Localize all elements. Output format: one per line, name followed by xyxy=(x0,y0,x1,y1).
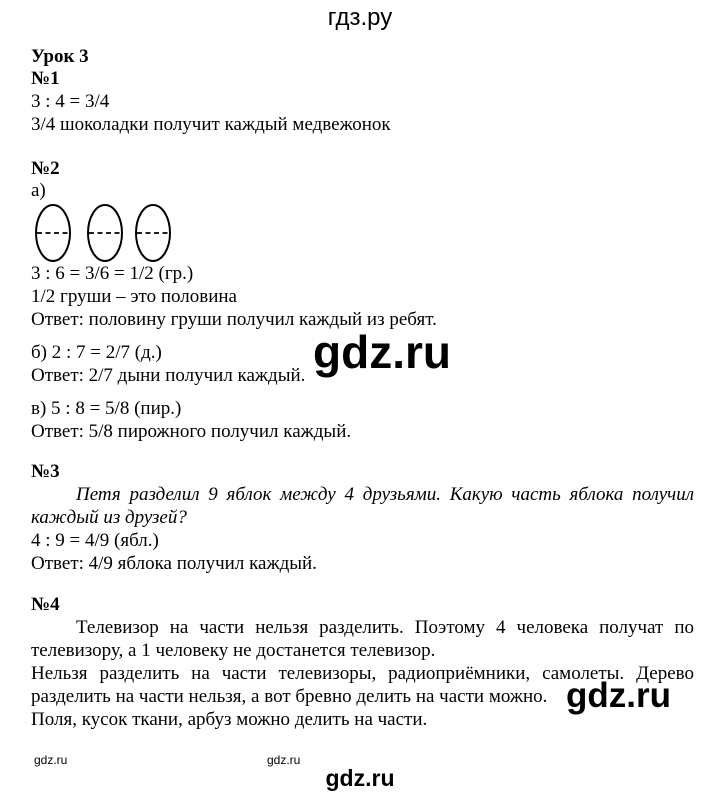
task-2-line-4: б) 2 : 7 = 2/7 (д.) xyxy=(31,342,162,363)
pear-oval-3 xyxy=(136,205,170,261)
task-2-part-a-label: а) xyxy=(31,180,46,201)
task-2-line-1: 3 : 6 = 3/6 = 1/2 (гр.) xyxy=(31,263,194,284)
task-3-question-line-1: Петя разделил 9 яблок между 4 друзьями. Какую часть яблока получил xyxy=(76,484,694,505)
task-2-line-6: в) 5 : 8 = 5/8 (пир.) xyxy=(31,398,182,419)
watermark-large-right: gdz.ru xyxy=(566,676,671,715)
task-4-para-2-line-1: Нельзя разделить на части телевизоры, радиоприёмники, самолеты. Дерево xyxy=(31,663,694,684)
task-1-line-2: 3/4 шоколадки получит каждый медвежонок xyxy=(31,114,391,135)
site-header: гдз.ру xyxy=(327,4,393,31)
task-3-heading: №3 xyxy=(31,461,60,482)
task-2-line-2: 1/2 груши – это половина xyxy=(31,286,237,307)
task-2-line-7: Ответ: 5/8 пирожного получил каждый. xyxy=(31,421,352,442)
pear-oval-1 xyxy=(36,205,70,261)
task-4-para-2-line-2: разделить на части нельзя, а вот бревно делить на части можно. xyxy=(31,686,548,707)
task-2-line-3: Ответ: половину груши получил каждый из ребят. xyxy=(31,309,437,330)
task-3-line-1: 4 : 9 = 4/9 (ябл.) xyxy=(31,530,159,551)
task-4-para-1-line-1: Телевизор на части нельзя разделить. Поэтому 4 человека получат по xyxy=(76,617,694,638)
task-2-heading: №2 xyxy=(31,158,60,179)
task-4-heading: №4 xyxy=(31,594,60,615)
task-3-line-2: Ответ: 4/9 яблока получил каждый. xyxy=(31,553,317,574)
task-4-para-1-line-2: телевизору, а 1 человеку не достанется телевизор. xyxy=(31,640,436,661)
watermark-footer: gdz.ru xyxy=(325,765,395,791)
task-2-line-5: Ответ: 2/7 дыни получил каждый. xyxy=(31,365,306,386)
pear-oval-2 xyxy=(88,205,122,261)
task-3-question-line-2: каждый из друзей? xyxy=(31,507,187,528)
pears-diagram xyxy=(34,202,184,264)
watermark-small-mid: gdz.ru xyxy=(267,753,301,767)
task-1-heading: №1 xyxy=(31,68,60,89)
lesson-title: Урок 3 xyxy=(31,46,89,67)
watermark-small-left: gdz.ru xyxy=(34,753,68,767)
watermark-large-center: gdz.ru xyxy=(313,326,451,378)
task-1-line-1: 3 : 4 = 3/4 xyxy=(31,91,110,112)
task-4-para-3: Поля, кусок ткани, арбуз можно делить на части. xyxy=(31,709,428,730)
